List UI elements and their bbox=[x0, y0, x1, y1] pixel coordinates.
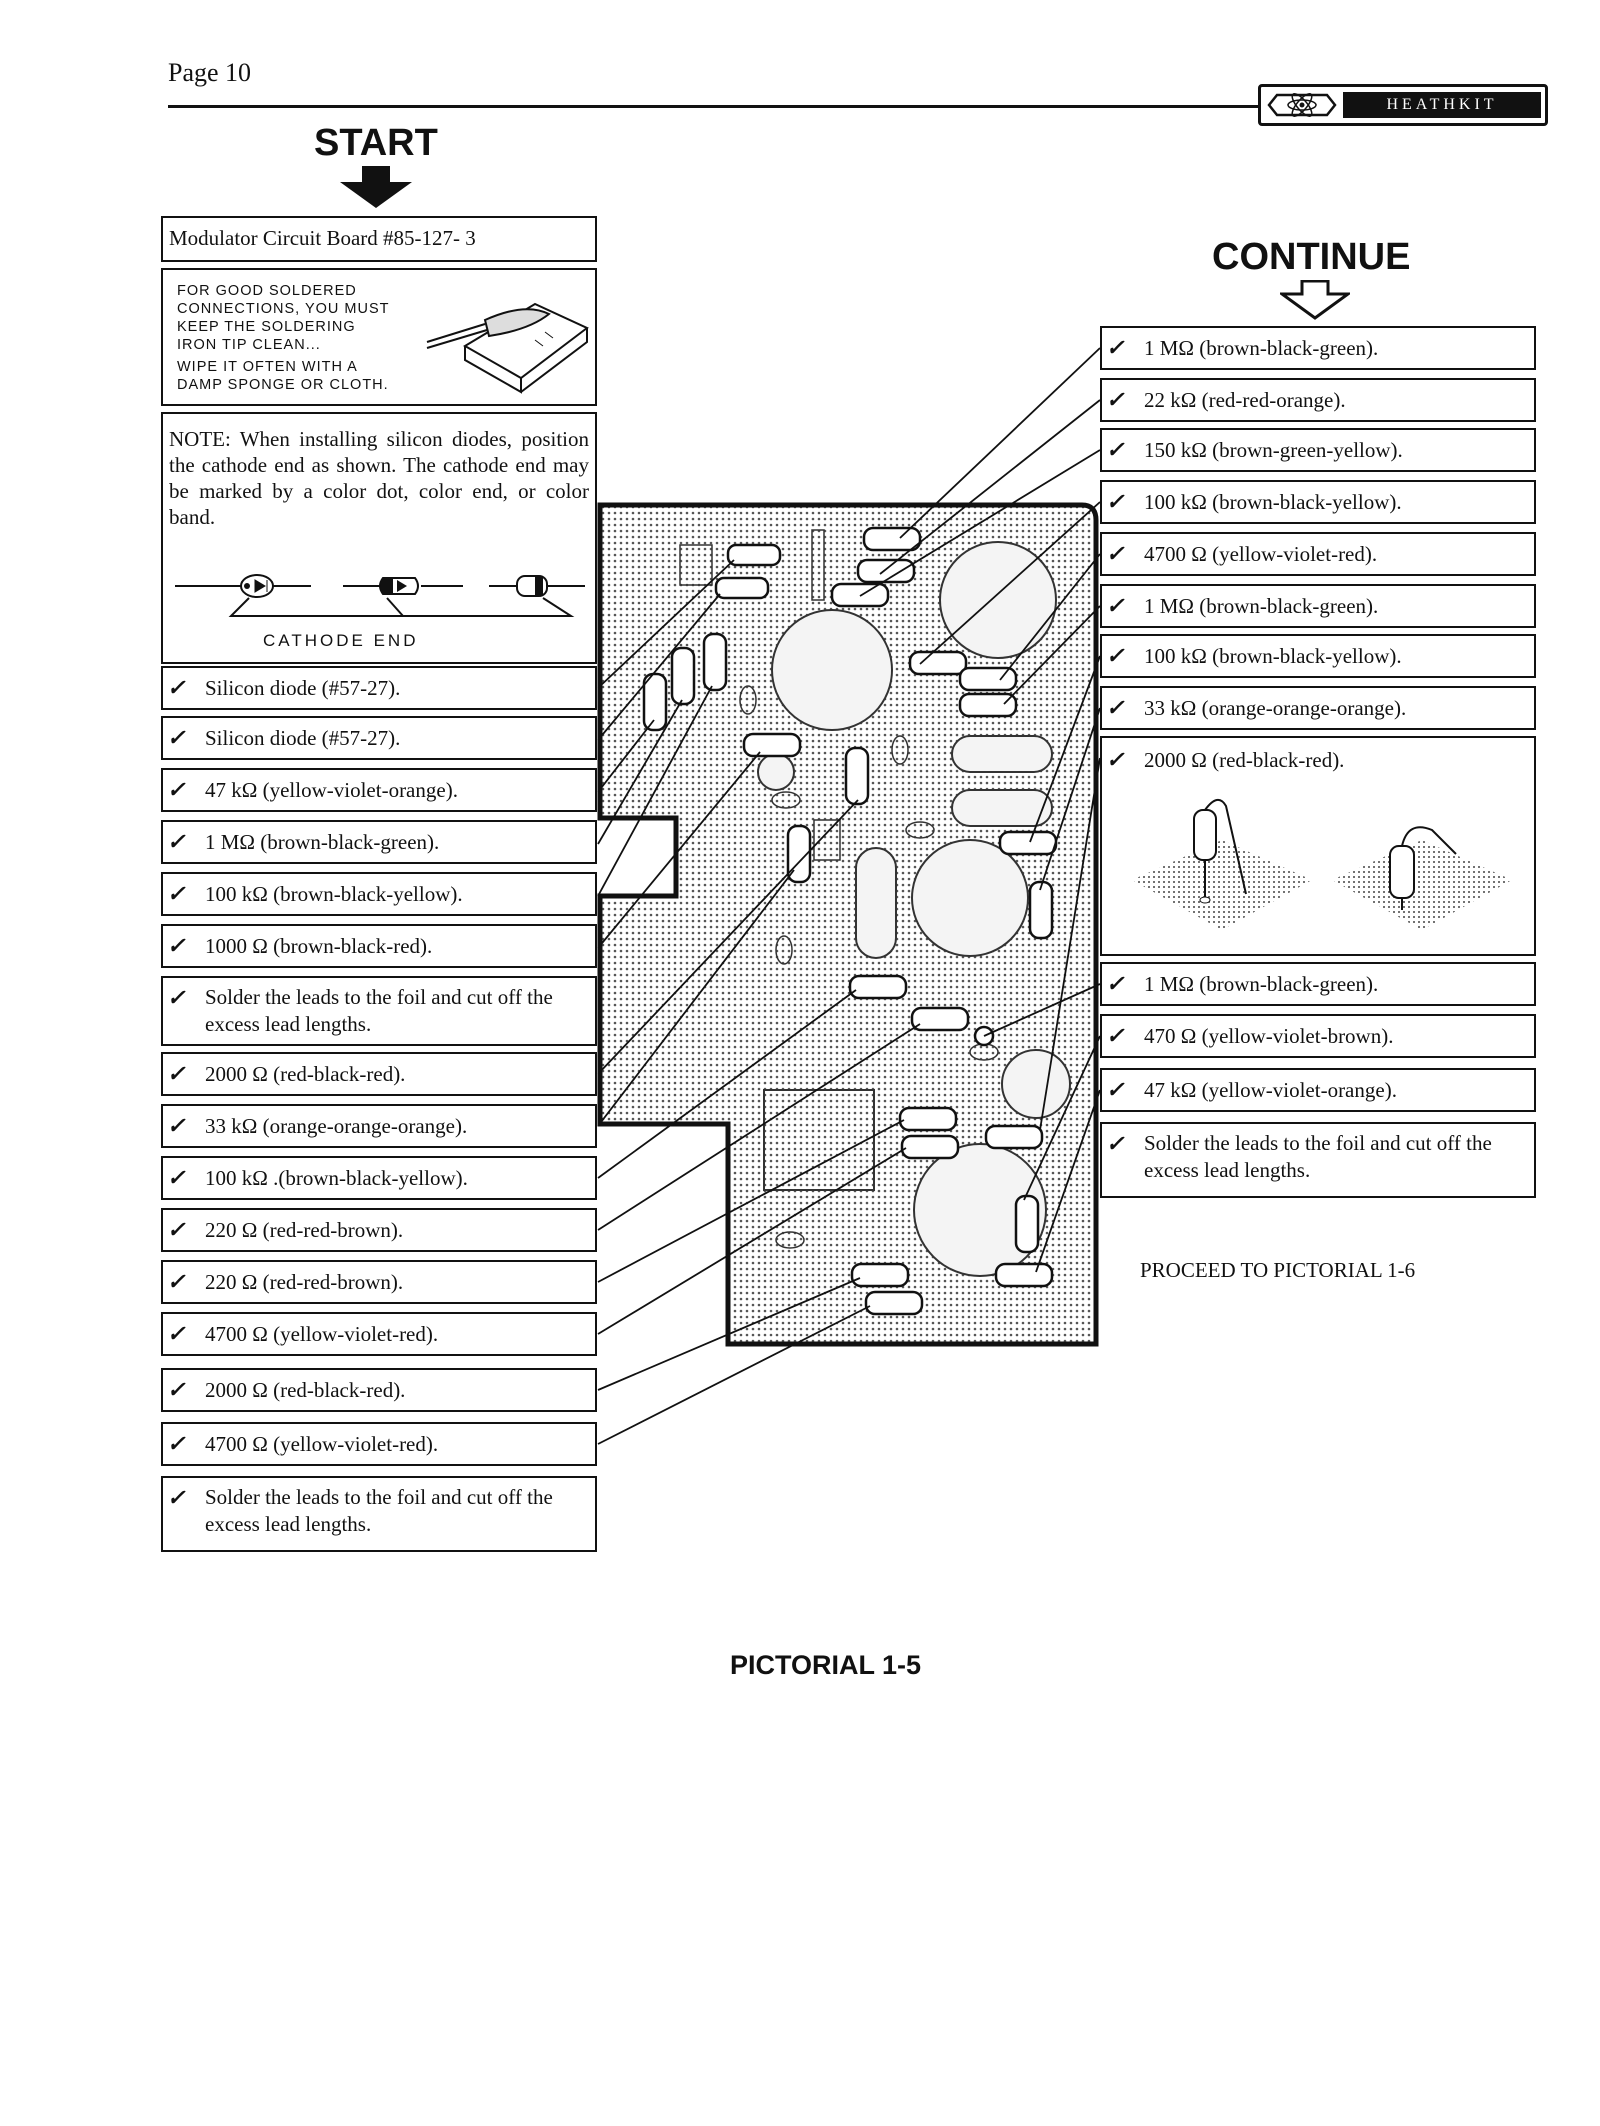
check-mark-icon: ✓ bbox=[167, 1217, 186, 1242]
step-text: 100 kΩ (brown-black-yellow). bbox=[205, 881, 463, 906]
step-text: 1 MΩ (brown-black-green). bbox=[1144, 335, 1379, 360]
check-mark-icon: ✓ bbox=[167, 1377, 186, 1402]
tip-line: WIPE IT OFTEN WITH A bbox=[177, 359, 358, 375]
check-mark-icon: ✓ bbox=[1106, 747, 1125, 772]
board-title: Modulator Circuit Board #85-127- 3 bbox=[169, 226, 476, 250]
proceed-instruction: PROCEED TO PICTORIAL 1-6 bbox=[1140, 1258, 1416, 1282]
check-mark-icon: ✓ bbox=[167, 1165, 186, 1190]
tip-line: CONNECTIONS, YOU MUST bbox=[177, 301, 390, 317]
step-text: 47 kΩ (yellow-violet-orange). bbox=[205, 777, 458, 802]
page-number: Page 10 bbox=[168, 58, 252, 87]
tip-line: KEEP THE SOLDERING bbox=[177, 319, 356, 335]
check-mark-icon: ✓ bbox=[1106, 971, 1125, 996]
step-text: 1 MΩ (brown-black-green). bbox=[1144, 971, 1379, 996]
check-mark-icon: ✓ bbox=[1106, 1077, 1125, 1102]
check-mark-icon: ✓ bbox=[1106, 643, 1125, 668]
check-mark-icon: ✓ bbox=[1106, 1023, 1125, 1048]
step-text: 100 kΩ .(brown-black-yellow). bbox=[205, 1165, 468, 1190]
check-mark-icon: ✓ bbox=[1106, 335, 1125, 360]
check-mark-icon: ✓ bbox=[167, 675, 186, 700]
step-text: Silicon diode (#57-27). bbox=[205, 675, 401, 700]
check-mark-icon: ✓ bbox=[167, 1485, 186, 1510]
check-mark-icon: ✓ bbox=[1106, 437, 1125, 462]
check-mark-icon: ✓ bbox=[1106, 489, 1125, 514]
check-mark-icon: ✓ bbox=[167, 1061, 186, 1086]
cathode-end-label: CATHODE END bbox=[263, 631, 419, 650]
step-text: 100 kΩ (brown-black-yellow). bbox=[1144, 643, 1402, 668]
step-text: 2000 Ω (red-black-red). bbox=[1144, 747, 1345, 772]
step-text: 4700 Ω (yellow-violet-red). bbox=[1144, 541, 1378, 566]
step-text: 1 MΩ (brown-black-green). bbox=[205, 829, 440, 854]
step-text: 220 Ω (red-red-brown). bbox=[205, 1269, 404, 1294]
check-mark-icon: ✓ bbox=[167, 777, 186, 802]
step-text: Solder the leads to the foil and cut off the excess lead lengths. bbox=[1144, 1131, 1492, 1182]
step-text: 47 kΩ (yellow-violet-orange). bbox=[1144, 1077, 1397, 1102]
tip-line: FOR GOOD SOLDERED bbox=[177, 283, 357, 299]
check-mark-icon: ✓ bbox=[167, 1113, 186, 1138]
check-mark-icon: ✓ bbox=[1106, 541, 1125, 566]
check-mark-icon: ✓ bbox=[167, 829, 186, 854]
continue-label: CONTINUE bbox=[1212, 236, 1411, 278]
step-text: Solder the leads to the foil and cut off the excess lead lengths. bbox=[205, 985, 553, 1036]
step-text: 4700 Ω (yellow-violet-red). bbox=[205, 1431, 439, 1456]
check-mark-icon: ✓ bbox=[1106, 593, 1125, 618]
check-mark-icon: ✓ bbox=[167, 881, 186, 906]
diode-note: NOTE: When installing silicon diodes, position the cathode end as shown. The cathode end may be marked by a color dot, color end, or color band. bbox=[169, 427, 589, 529]
check-mark-icon: ✓ bbox=[167, 1269, 186, 1294]
check-mark-icon: ✓ bbox=[1106, 1131, 1125, 1156]
step-text: 470 Ω (yellow-violet-brown). bbox=[1144, 1023, 1394, 1048]
check-mark-icon: ✓ bbox=[167, 1431, 186, 1456]
check-mark-icon: ✓ bbox=[167, 933, 186, 958]
tip-line: IRON TIP CLEAN... bbox=[177, 337, 321, 353]
step-text: Solder the leads to the foil and cut off the excess lead lengths. bbox=[205, 1485, 553, 1536]
pictorial-title: PICTORIAL 1-5 bbox=[730, 1650, 922, 1680]
step-text: 33 kΩ (orange-orange-orange). bbox=[1144, 695, 1407, 720]
step-text: 220 Ω (red-red-brown). bbox=[205, 1217, 404, 1242]
check-mark-icon: ✓ bbox=[1106, 387, 1125, 412]
check-mark-icon: ✓ bbox=[167, 1321, 186, 1346]
step-text: 33 kΩ (orange-orange-orange). bbox=[205, 1113, 468, 1138]
check-mark-icon: ✓ bbox=[167, 985, 186, 1010]
step-text: 2000 Ω (red-black-red). bbox=[205, 1061, 406, 1086]
start-label: START bbox=[314, 122, 438, 164]
step-text: 100 kΩ (brown-black-yellow). bbox=[1144, 489, 1402, 514]
step-text: 4700 Ω (yellow-violet-red). bbox=[205, 1321, 439, 1346]
step-text: 1 MΩ (brown-black-green). bbox=[1144, 593, 1379, 618]
step-text: 150 kΩ (brown-green-yellow). bbox=[1144, 437, 1403, 462]
tip-line: DAMP SPONGE OR CLOTH. bbox=[177, 377, 389, 393]
step-text: 2000 Ω (red-black-red). bbox=[205, 1377, 406, 1402]
check-mark-icon: ✓ bbox=[1106, 695, 1125, 720]
step-text: Silicon diode (#57-27). bbox=[205, 725, 401, 750]
brand-wordmark: HEATHKIT bbox=[1343, 92, 1541, 118]
step-text: 1000 Ω (brown-black-red). bbox=[205, 933, 433, 958]
check-mark-icon: ✓ bbox=[167, 725, 186, 750]
step-text: 22 kΩ (red-red-orange). bbox=[1144, 387, 1346, 412]
